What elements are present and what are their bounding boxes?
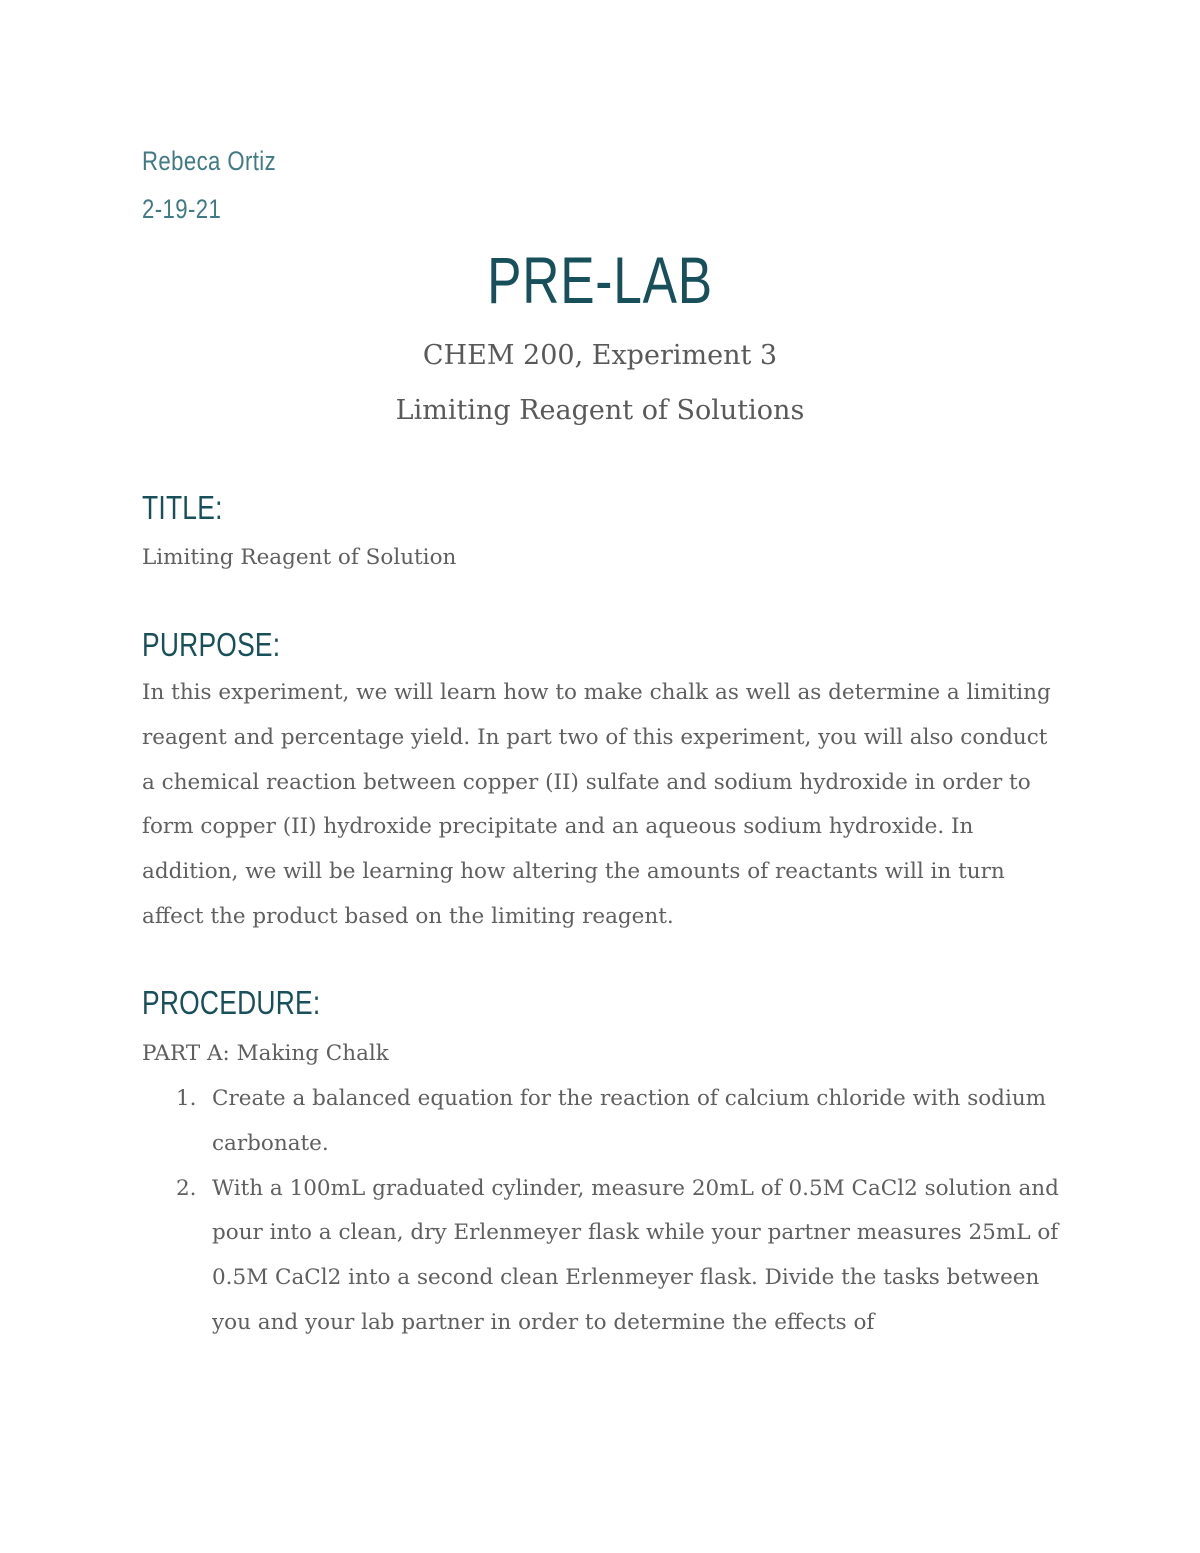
procedure-heading: PROCEDURE: [142, 984, 321, 1021]
document-title: PRE-LAB [487, 243, 713, 317]
procedure-step [142, 1167, 1062, 1346]
purpose-heading: PURPOSE: [142, 626, 281, 663]
purpose-body: In this experiment, we will learn how to make chalk as well as determine a limiting reagent and percentage yield. In part two of this experiment, you will also conduct a chemical reaction between copper (II) sulfate and sodium hydroxide in order to form copper (II) hydroxide precipitate and an aqueous sodium hydroxide. In addition, we will be learning how altering the amounts of reactants will in turn affect the product based on the limiting reagent. [142, 680, 1051, 929]
course-subtitle: CHEM 200, Experiment 3 [422, 340, 778, 371]
step-number: 1. [176, 1086, 197, 1111]
step-text: Create a balanced equation for the reaction of calcium chloride with sodium carbonate. [212, 1086, 1047, 1156]
title-body: Limiting Reagent of Solution [142, 545, 457, 570]
experiment-subtitle: Limiting Reagent of Solutions [395, 395, 805, 426]
document-date: 2-19-21 [142, 194, 222, 224]
title-heading: TITLE: [142, 489, 223, 526]
author-name: Rebeca Ortiz [142, 146, 277, 176]
step-number: 2. [176, 1175, 197, 1201]
procedure-steps [142, 1077, 1062, 1346]
step-text: With a 100mL graduated cylinder, measure 20mL of 0.5M CaCl2 solution and pour into a clean, dry Erlenmeyer flask while your partner measures 25mL of 0.5M CaCl2 into a second clean Erlenmeyer flask. Divide the tasks between you and your lab partner in order to determine the effects of [212, 1175, 1059, 1335]
procedure-step [142, 1077, 1062, 1167]
part-a-label: PART A: Making Chalk [142, 1041, 389, 1066]
